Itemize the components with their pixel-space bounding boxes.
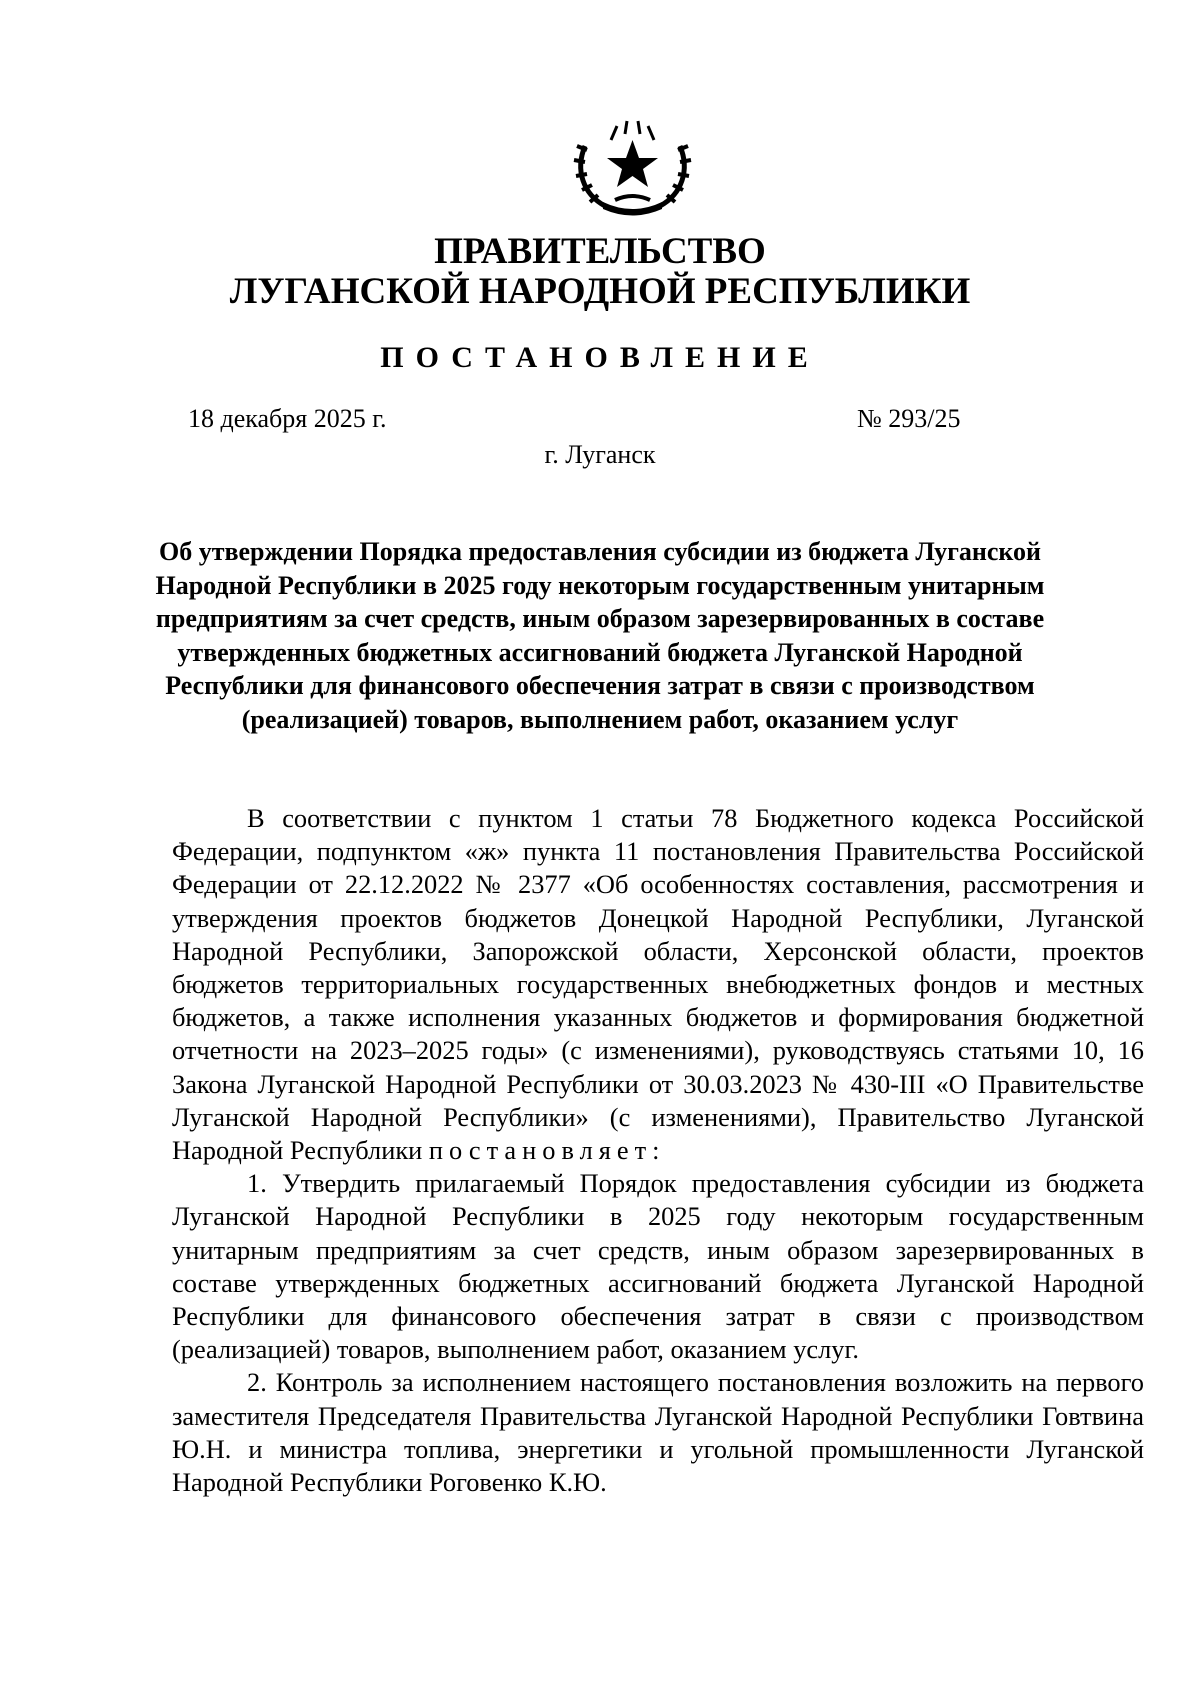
- document-type: ПОСТАНОВЛЕНИЕ: [380, 341, 820, 374]
- preamble-text: В соответствии с пунктом 1 статьи 78 Бюджетного кодекса Российской Федерации, подпунктом «ж» пункта 11 постановления Правительства Российской Федерации от 22.12.2022 № 2377 «Об особенностях составления, рассмотрения и утверждения проектов бюджетов Донецкой Народной Республики, Луганской Народной Республики, Запорожской области, Херсонской области, проектов бюджетов территориальных государственных внебюджетных фондов и местных бюджетов, а также исполнения указанных бюджетов и формирования бюджетной отчетности на 2023–2025 годы» (с изменениями), руководствуясь статьями 10, 16 Закона Луганской Народной Республики от 30.03.2023 № 430-III «О Правительстве Луганской Народной Республики» (с изменениями), Правительство Луганской Народной Республики: [172, 803, 1144, 1166]
- government-name-line1: ПРАВИТЕЛЬСТВО: [434, 231, 766, 272]
- government-name-line2: ЛУГАНСКОЙ НАРОДНОЙ РЕСПУБЛИКИ: [229, 271, 971, 312]
- document-date: 18 декабря 2025 г.: [188, 404, 387, 433]
- decrees-word: постановляет:: [428, 1135, 666, 1166]
- preamble-paragraph: [172, 802, 1144, 1167]
- document-subject: Об утверждении Порядка предоставления субсидии из бюджета Луганской Народной Республики в 2025 году некоторым государственным унитарным предприятиям за счет средств, иным образом зарезервированных в составе утвержденных бюджетных ассигнований бюджета Луганской Народной Республики для финансового обеспечения затрат в связи с производством (реализацией) товаров, выполнением работ, оказанием услуг: [155, 537, 1045, 734]
- item-1-paragraph: 1. Утвердить прилагаемый Порядок предоставления субсидии из бюджета Луганской Народной Республики в 2025 году некоторым государственным унитарным предприятиям за счет средств, иным образом зарезервированных в составе утвержденных бюджетных ассигнований бюджета Луганской Народной Республики для финансового обеспечения затрат в связи с производством (реализацией) товаров, выполнением работ, оказанием услуг.: [172, 1168, 1144, 1365]
- document-body: [172, 802, 1144, 1499]
- lpr-coat-of-arms-icon: [565, 118, 700, 218]
- document-city: г. Луганск: [544, 440, 656, 469]
- item-2-paragraph: 2. Контроль за исполнением настоящего постановления возложить на первого заместителя Председателя Правительства Луганской Народной Республики Говтвина Ю.Н. и министра топлива, энергетики и угольной промышленности Луганской Народной Республики Роговенко К.Ю.: [172, 1367, 1144, 1498]
- document-number: № 293/25: [857, 404, 961, 433]
